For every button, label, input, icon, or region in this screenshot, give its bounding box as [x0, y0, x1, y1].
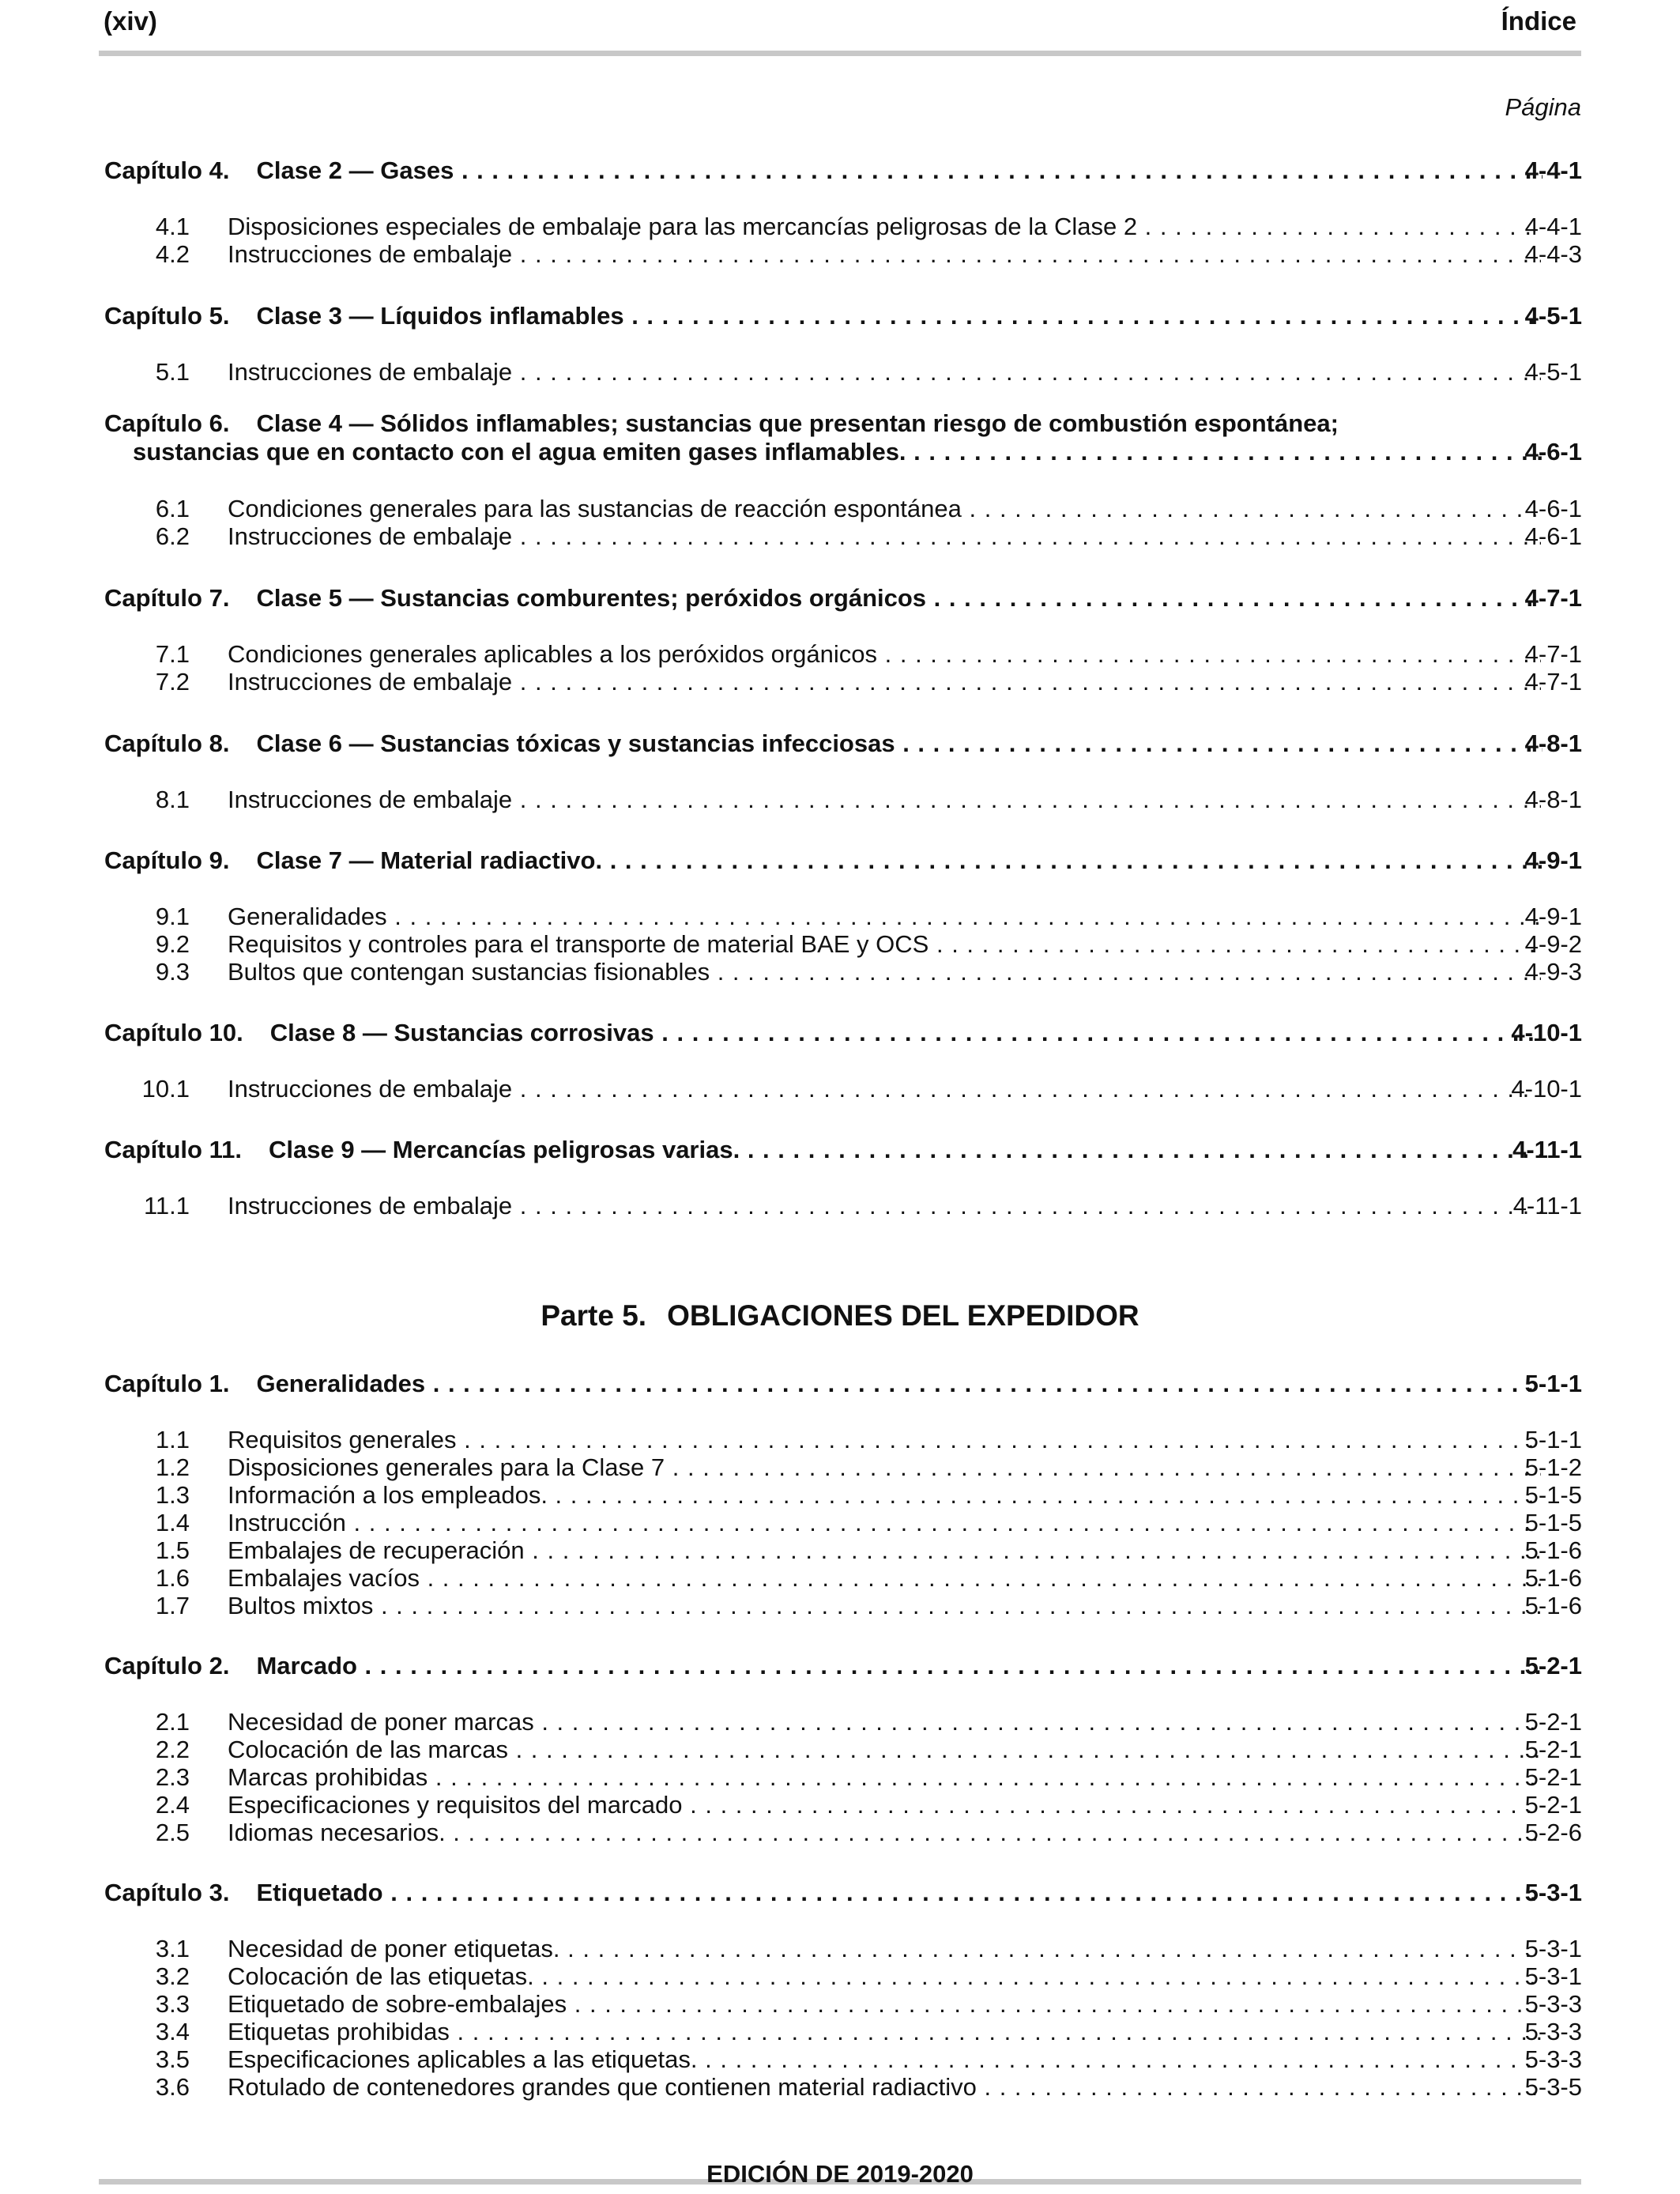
chapter-label: Capítulo 5. [104, 302, 230, 330]
chapter-title: Clase 4 — Sólidos inflamables; sustancias que presentan riesgo de combustión espontánea; [256, 409, 1339, 437]
toc-entry [103, 1592, 1582, 1620]
toc-entry [103, 1791, 1582, 1819]
entry-number: 6.2 [155, 522, 190, 550]
toc-entry [103, 958, 1582, 986]
chapter-title: Clase 6 — Sustancias tóxicas y sustancias infecciosas [256, 729, 895, 757]
entry-number: 2.5 [155, 1819, 190, 1846]
chapter-label: Capítulo 3. [104, 1879, 230, 1906]
part-title: OBLIGACIONES DEL EXPEDIDOR [667, 1299, 1139, 1332]
entry-title: Instrucciones de embalaje . . . [228, 240, 1541, 269]
toc-entry [103, 1192, 1582, 1220]
chapter-label: Capítulo 4. [104, 156, 230, 184]
entry-title: Etiquetas prohibidas . . . [228, 2018, 1541, 2046]
entry-page-ref: 5-2-1 [1524, 1736, 1582, 1763]
toc-entry [103, 1708, 1582, 1736]
entry-title: Instrucciones de embalaje . . . [228, 1192, 1541, 1220]
chapter-page-ref: 4-10-1 [1511, 1019, 1582, 1046]
entry-page-ref: 5-3-5 [1524, 2073, 1582, 2101]
entry-title: Instrucciones de embalaje . . . [228, 786, 1541, 814]
entry-page-ref: 5-1-5 [1524, 1481, 1582, 1509]
chapter-page-ref: 4-6-1 [1524, 438, 1582, 466]
entry-title: Disposiciones generales para la Clase 7 . . . [228, 1453, 1541, 1482]
section-title: Índice [1501, 6, 1576, 36]
entry-title: Marcas prohibidas . . . [228, 1763, 1541, 1792]
chapter-heading-text [104, 1135, 1543, 1165]
page-number: (xiv) [104, 6, 157, 36]
toc-entry [103, 1075, 1582, 1103]
entry-title: Necesidad de poner marcas . . . [228, 1708, 1541, 1736]
entry-number: 4.1 [155, 213, 190, 240]
toc-entry [103, 1763, 1582, 1792]
chapter-heading-text [104, 1018, 1543, 1048]
entry-title: Disposiciones especiales de embalaje para las mercancías peligrosas de la Clase 2 . . . [228, 213, 1541, 241]
entry-page-ref: 4-4-1 [1524, 213, 1582, 240]
entry-title: Requisitos generales . . . [228, 1426, 1541, 1454]
toc-entry [103, 786, 1582, 814]
entry-title: Bultos que contengan sustancias fisionables . . . [228, 958, 1541, 986]
chapter-title: Clase 8 — Sustancias corrosivas [269, 1019, 654, 1046]
chapter-heading-text [104, 583, 1543, 613]
entry-number: 3.2 [155, 1962, 190, 1990]
toc-entry [103, 1962, 1582, 1991]
toc-entry [103, 1481, 1582, 1510]
entry-title: Instrucciones de embalaje . . . [228, 522, 1541, 551]
chapter-heading [103, 583, 1582, 613]
entry-title: Condiciones generales aplicables a los peróxidos orgánicos . . . [228, 640, 1541, 669]
chapter-title: Clase 7 — Material radiactivo. [256, 846, 603, 874]
entry-page-ref: 4-6-1 [1524, 522, 1582, 550]
chapter-page-ref: 4-7-1 [1524, 584, 1582, 612]
part-label: Parte 5. [541, 1299, 647, 1332]
chapter-heading [103, 1135, 1582, 1165]
entry-number: 3.3 [155, 1990, 190, 2018]
entry-number: 9.3 [155, 958, 190, 986]
entry-title: Condiciones generales para las sustancias de reacción espontánea . . . [228, 495, 1541, 523]
toc-entry [103, 1453, 1582, 1482]
entry-title: Instrucciones de embalaje . . . [228, 358, 1541, 386]
chapter-heading-text [104, 301, 1543, 331]
entry-page-ref: 4-7-1 [1524, 640, 1582, 668]
chapter-page-ref: 4-5-1 [1524, 302, 1582, 330]
toc-entry [103, 240, 1582, 269]
chapter-heading [103, 1369, 1582, 1399]
toc-entry [103, 213, 1582, 241]
entry-number: 2.4 [155, 1791, 190, 1819]
chapter-heading-text [104, 1651, 1543, 1681]
entry-number: 2.3 [155, 1763, 190, 1791]
chapter-page-ref: 4-9-1 [1524, 846, 1582, 874]
entry-title: Instrucciones de embalaje . . . [228, 1075, 1541, 1103]
entry-page-ref: 5-2-1 [1524, 1763, 1582, 1791]
toc-entry [103, 930, 1582, 959]
toc-entry [103, 1509, 1582, 1537]
entry-number: 1.3 [155, 1481, 190, 1509]
entry-number: 2.1 [155, 1708, 190, 1736]
entry-title: Embalajes de recuperación . . . [228, 1536, 1541, 1565]
entry-title: Bultos mixtos . . . [228, 1592, 1541, 1620]
entry-number: 5.1 [155, 358, 190, 386]
entry-page-ref: 4-5-1 [1524, 358, 1582, 386]
entry-page-ref: 4-11-1 [1512, 1192, 1582, 1220]
toc-entry [103, 522, 1582, 551]
chapter-page-ref: 5-3-1 [1524, 1879, 1582, 1906]
entry-page-ref: 4-10-1 [1511, 1075, 1582, 1103]
entry-page-ref: 5-3-1 [1524, 1935, 1582, 1962]
edition-footer: EDICIÓN DE 2019-2020 [706, 2160, 974, 2188]
toc-entry [103, 358, 1582, 386]
entry-page-ref: 5-1-6 [1524, 1536, 1582, 1564]
chapter-heading [103, 729, 1582, 759]
chapter-label: Capítulo 1. [104, 1370, 230, 1397]
toc-entry [103, 640, 1582, 669]
entry-title: Rotulado de contenedores grandes que contienen material radiactivo . . . [228, 2073, 1541, 2102]
entry-page-ref: 4-9-2 [1524, 930, 1582, 958]
chapter-title: Clase 2 — Gases [256, 156, 454, 184]
chapter-label: Capítulo 7. [104, 584, 230, 612]
chapter-heading-text [104, 1878, 1543, 1908]
chapter-title-continued: sustancias que en contacto con el agua emiten gases inflamables. . . . [133, 438, 1543, 466]
toc-entry [103, 495, 1582, 523]
chapter-title: Generalidades [256, 1370, 426, 1397]
toc-entry [103, 1935, 1582, 1963]
entry-number: 10.1 [141, 1075, 190, 1103]
entry-number: 1.1 [155, 1426, 190, 1453]
entry-page-ref: 5-3-3 [1524, 1990, 1582, 2018]
toc-entry [103, 2018, 1582, 2046]
toc-entry [103, 1564, 1582, 1593]
toc-entry [103, 2073, 1582, 2102]
entry-number: 3.4 [155, 2018, 190, 2045]
toc-entry [103, 903, 1582, 931]
chapter-heading [103, 1878, 1582, 1908]
entry-page-ref: 4-9-3 [1524, 958, 1582, 986]
chapter-title: Clase 3 — Líquidos inflamables [256, 302, 624, 330]
chapter-title: Etiquetado [256, 1879, 383, 1906]
entry-title: Generalidades . . . [228, 903, 1541, 931]
entry-page-ref: 4-6-1 [1524, 495, 1582, 522]
chapter-heading-text [104, 1369, 1543, 1399]
entry-page-ref: 4-4-3 [1524, 240, 1582, 268]
chapter-label: Capítulo 6. [104, 409, 230, 437]
entry-title: Embalajes vacíos . . . [228, 1564, 1541, 1593]
chapter-heading-text [104, 156, 1543, 186]
entry-title: Especificaciones aplicables a las etiquetas. . . . [228, 2045, 1541, 2074]
toc-entry [103, 1990, 1582, 2019]
entry-title: Necesidad de poner etiquetas. . . . [228, 1935, 1541, 1963]
entry-title: Información a los empleados. . . . [228, 1481, 1541, 1510]
toc-entry [103, 1536, 1582, 1565]
page-column-label: Página [1505, 93, 1581, 121]
entry-page-ref: 5-1-1 [1524, 1426, 1582, 1453]
chapter-heading [103, 156, 1582, 186]
entry-page-ref: 5-2-1 [1524, 1708, 1582, 1736]
chapter-heading-line1 [104, 409, 1339, 438]
toc-entry [103, 2045, 1582, 2074]
toc-entry [103, 1426, 1582, 1454]
entry-number: 1.5 [155, 1536, 190, 1564]
chapter-page-ref: 4-11-1 [1512, 1136, 1582, 1163]
entry-number: 6.1 [155, 495, 190, 522]
entry-title: Especificaciones y requisitos del marcado . . . [228, 1791, 1541, 1819]
chapter-title: Clase 5 — Sustancias comburentes; peróxidos orgánicos [256, 584, 927, 612]
entry-page-ref: 5-2-6 [1524, 1819, 1582, 1846]
chapter-title: Marcado [256, 1652, 357, 1679]
chapter-heading [103, 301, 1582, 331]
entry-page-ref: 4-9-1 [1524, 903, 1582, 930]
chapter-label: Capítulo 9. [104, 846, 230, 874]
entry-number: 7.2 [155, 668, 190, 696]
chapter-heading [103, 846, 1582, 876]
chapter-page-ref: 4-8-1 [1524, 729, 1582, 757]
toc-entry [103, 668, 1582, 696]
chapter-heading-text [104, 846, 1543, 876]
chapter-heading [103, 409, 1582, 473]
entry-number: 8.1 [155, 786, 190, 813]
chapter-label: Capítulo 10. [104, 1019, 243, 1046]
entry-title: Instrucciones de embalaje . . . [228, 668, 1541, 696]
entry-title: Colocación de las etiquetas. . . . [228, 1962, 1541, 1991]
chapter-page-ref: 5-2-1 [1524, 1652, 1582, 1679]
entry-number: 11.1 [143, 1192, 190, 1220]
entry-page-ref: 5-3-1 [1524, 1962, 1582, 1990]
chapter-heading [103, 1651, 1582, 1681]
entry-page-ref: 5-1-6 [1524, 1564, 1582, 1592]
chapter-label: Capítulo 11. [104, 1136, 242, 1163]
entry-number: 7.1 [155, 640, 190, 668]
chapter-label: Capítulo 8. [104, 729, 230, 757]
entry-number: 3.6 [155, 2073, 190, 2101]
entry-number: 1.4 [155, 1509, 190, 1536]
entry-page-ref: 5-1-6 [1524, 1592, 1582, 1619]
entry-number: 3.5 [155, 2045, 190, 2073]
entry-number: 9.2 [155, 930, 190, 958]
chapter-label: Capítulo 2. [104, 1652, 230, 1679]
entry-title: Instrucción . . . [228, 1509, 1541, 1537]
entry-number: 1.7 [155, 1592, 190, 1619]
entry-number: 4.2 [155, 240, 190, 268]
entry-page-ref: 5-3-3 [1524, 2018, 1582, 2045]
entry-page-ref: 5-1-5 [1524, 1509, 1582, 1536]
entry-number: 2.2 [155, 1736, 190, 1763]
part-heading [0, 1299, 1680, 1333]
entry-page-ref: 5-3-3 [1524, 2045, 1582, 2073]
entry-number: 1.6 [155, 1564, 190, 1592]
chapter-page-ref: 5-1-1 [1524, 1370, 1582, 1397]
entry-title: Idiomas necesarios. . . . [228, 1819, 1541, 1847]
toc-entry [103, 1819, 1582, 1847]
entry-number: 3.1 [155, 1935, 190, 1962]
entry-title: Etiquetado de sobre-embalajes . . . [228, 1990, 1541, 2019]
entry-page-ref: 4-8-1 [1524, 786, 1582, 813]
toc-entry [103, 1736, 1582, 1764]
entry-title: Requisitos y controles para el transporte de material BAE y OCS . . . [228, 930, 1541, 959]
entry-number: 9.1 [155, 903, 190, 930]
entry-page-ref: 4-7-1 [1524, 668, 1582, 696]
chapter-heading-text [104, 729, 1543, 759]
chapter-title: Clase 9 — Mercancías peligrosas varias. [268, 1136, 740, 1163]
chapter-page-ref: 4-4-1 [1524, 156, 1582, 184]
entry-number: 1.2 [155, 1453, 190, 1481]
entry-page-ref: 5-2-1 [1524, 1791, 1582, 1819]
entry-title: Colocación de las marcas . . . [228, 1736, 1541, 1764]
chapter-heading [103, 1018, 1582, 1048]
entry-page-ref: 5-1-2 [1524, 1453, 1582, 1481]
